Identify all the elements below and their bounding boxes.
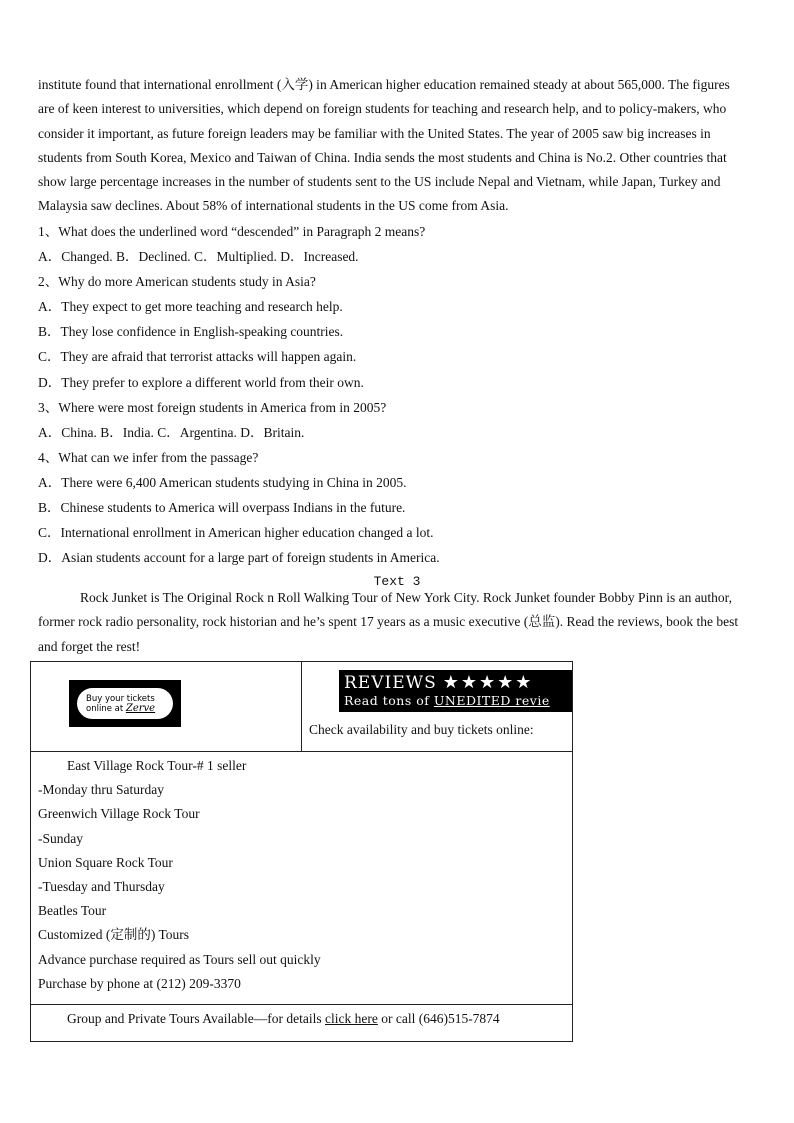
tour-line: Advance purchase required as Tours sell out quickly <box>38 951 321 967</box>
reviews-title: REVIEWS <box>344 673 437 693</box>
question-line: B．They lose confidence in English-speaking countries. <box>38 324 344 340</box>
tour-line: -Monday thru Saturday <box>38 782 164 798</box>
group-tours-line <box>67 1011 500 1027</box>
group-suffix: or call (646)515-7874 <box>381 1011 500 1026</box>
check-availability-text: Check availability and buy tickets online: <box>309 722 534 737</box>
zerve-cell <box>31 662 302 752</box>
question-list <box>38 219 748 570</box>
group-cell <box>31 1005 573 1042</box>
question-line: 3、Where were most foreign students in America from in 2005? <box>38 399 387 415</box>
reviews-banner[interactable] <box>339 670 573 712</box>
tour-line: East Village Rock Tour-# 1 seller <box>67 758 247 773</box>
text3-intro: Rock Junket is The Original Rock n Roll Walking Tour of New York City. Rock Junket founder Bobby Pinn is an author, former rock radio personality, rock historian and he’s spent 17 years as a music executive (总监). Read the reviews, book the best and forget the rest! <box>38 590 739 654</box>
question-line: C．International enrollment in American higher education changed a lot. <box>38 525 434 541</box>
tour-line: -Tuesday and Thursday <box>38 878 165 894</box>
passage-paragraph: institute found that international enrollment (入学) in American higher education remained steady at about 565,000. The figures are of keen interest to universities, which depend on foreign students for teaching and research help, and to policy-makers, who consider it important, as future foreign leaders may be familiar with the United States. The year of 2005 saw big increases in students from South Korea, Mexico and Taiwan of China. India sends the most students and China is No.2. Other countries that show large percentage increases in the number of students sent to the US include Nepal and Vietnam, while Japan, Turkey and Malaysia saw declines. About 58% of international students in the US come from Asia. <box>38 77 730 214</box>
tour-line: Greenwich Village Rock Tour <box>38 806 200 822</box>
reviews-link[interactable]: UNEDITED revie <box>433 693 550 708</box>
reviews-sub-prefix: Read tons of <box>344 693 430 708</box>
question-line: 1、What does the underlined word “descended” in Paragraph 2 means? <box>38 224 426 239</box>
question-line: A．There were 6,400 American students studying in China in 2005. <box>38 474 407 490</box>
tour-line: Beatles Tour <box>38 903 107 919</box>
question-line: C．They are afraid that terrorist attacks will happen again. <box>38 349 357 365</box>
zerve-brand: Zerve <box>125 702 156 714</box>
click-here-link[interactable]: click here <box>325 1011 378 1026</box>
question-line: B．Chinese students to America will overpass Indians in the future. <box>38 500 406 516</box>
question-line: A．Changed. B．Declined. C．Multiplied. D．Increased. <box>38 249 359 265</box>
star-icon: ★★★★★ <box>442 672 534 693</box>
tour-line: -Sunday <box>38 830 83 846</box>
question-line: D．They prefer to explore a different world from their own. <box>38 374 364 390</box>
tours-list <box>38 754 321 996</box>
question-line: A．They expect to get more teaching and research help. <box>38 299 343 315</box>
question-line: A．China. B．India. C．Argentina. D．Britain. <box>38 424 305 440</box>
group-prefix: Group and Private Tours Available—for details <box>67 1011 322 1026</box>
tour-line: Customized (定制的) Tours <box>38 927 190 943</box>
question-line: 2、Why do more American students study in Asia? <box>38 274 316 290</box>
zerve-line2: online at <box>86 703 124 714</box>
tour-line: Purchase by phone at (212) 209-3370 <box>38 975 241 991</box>
advertisement-table <box>30 661 573 1042</box>
tours-cell <box>31 752 573 1005</box>
text3-title: Text 3 <box>373 574 421 589</box>
zerve-line1: Buy your tickets <box>86 693 155 704</box>
reviews-cell <box>302 662 573 752</box>
question-line: 4、What can we infer from the passage? <box>38 449 259 465</box>
tour-line: Union Square Rock Tour <box>38 854 173 870</box>
question-line: D．Asian students account for a large part of foreign students in America. <box>38 550 440 566</box>
zerve-ticket-button[interactable] <box>69 680 181 727</box>
